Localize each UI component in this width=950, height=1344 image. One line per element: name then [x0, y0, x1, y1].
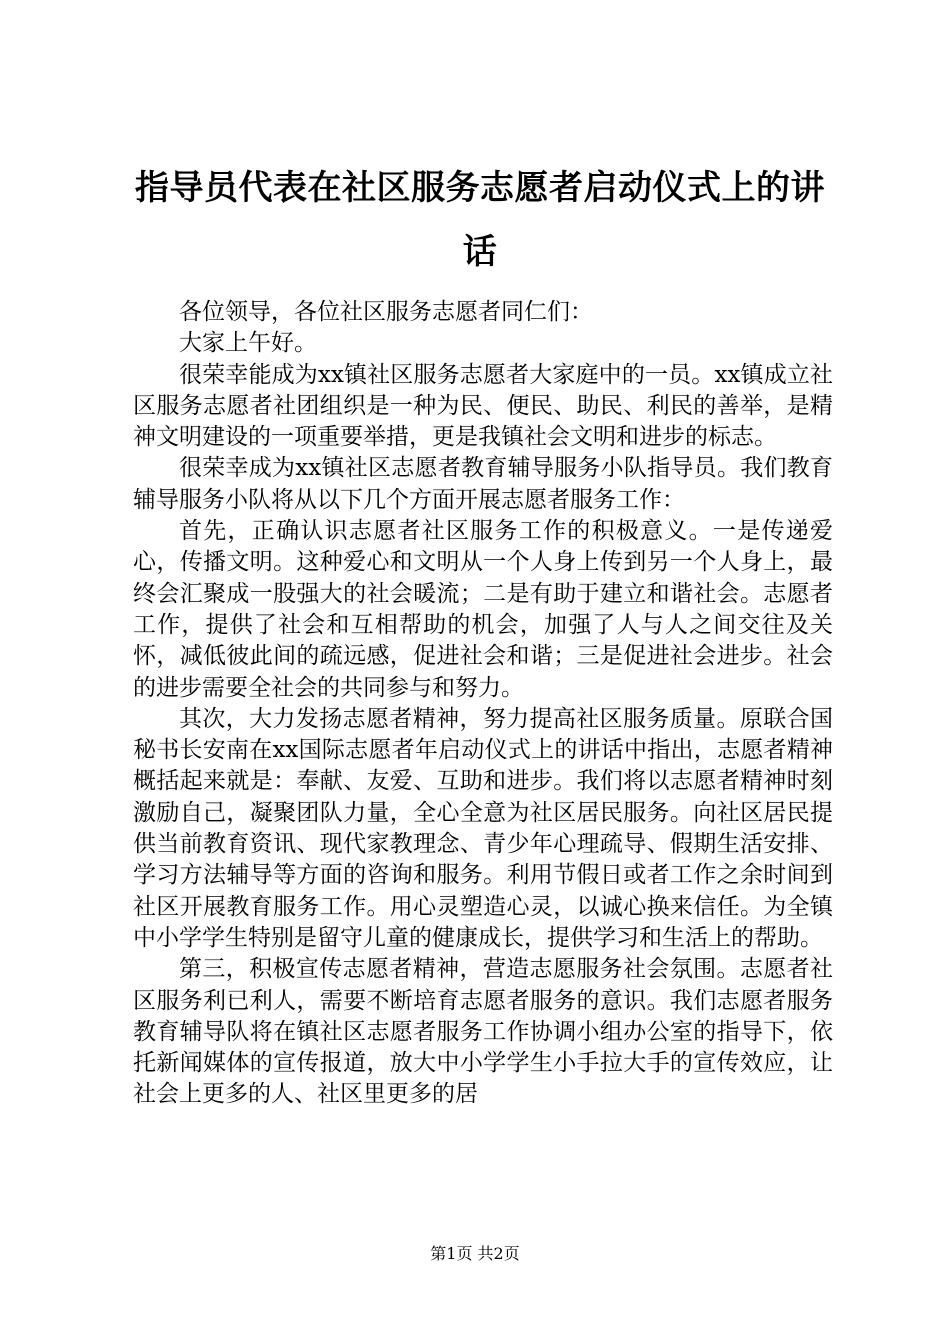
salutation: 各位领导，各位社区服务志愿者同仁们： — [179, 299, 593, 325]
greeting: 大家上午好。 — [179, 330, 317, 357]
body-paragraph: 第三，积极宣传志愿者精神，营造志愿服务社会氛围。志愿者社区服务利已利人，需要不断培育志愿者服务的意识。我们志愿者服务教育辅导队将在镇社区志愿者服务工作协调小组办公室的指导下，依托新闻媒体的宣传报道，放大中小学学生小手拉大手的宣传效应，让社会上更多的人、社区里更多的居 — [133, 956, 833, 1108]
body-paragraph: 很荣幸能成为xx镇社区服务志愿者大家庭中的一员。xx镇成立社区服务志愿者社团组织是一种为民、便民、助民、利民的善举，是精神文明建设的一项重要举措，更是我镇社会文明和进步的标志。 — [133, 361, 833, 451]
body-paragraph: 首先，正确认识志愿者社区服务工作的积极意义。一是传递爱心，传播文明。这种爱心和文明从一个人身上传到另一个人身上，最终会汇聚成一股强大的社会暖流；二是有助于建立和谐社会。志愿者工作，提供了社会和互相帮助的机会，加强了人与人之间交往及关怀，减低彼此间的疏远感，促进社会和谐；三是促进社会进步。社会的进步需要全社会的共同参与和努力。 — [133, 518, 833, 701]
body-paragraph: 其次，大力发扬志愿者精神，努力提高社区服务质量。原联合国秘书长安南在xx国际志愿者年启动仪式上的讲话中指出，志愿者精神概括起来就是：奉献、友爱、互助和进步。我们将以志愿者精神时刻激励自己，凝聚团队力量，全心全意为社区居民服务。向社区居民提供当前教育资讯、现代家教理念、青少年心理疏导、假期生活安排、学习方法辅导等方面的咨询和服务。利用节假日或者工作之余时间到社区开展教育服务工作。用心灵塑造心灵，以诚心换来信任。为全镇中小学学生特别是留守儿童的健康成长，提供学习和生活上的帮助。 — [133, 705, 833, 951]
document-title: 指导员代表在社区服务志愿者启动仪式上的讲话 — [135, 168, 825, 272]
page-footer: 第1页 共2页 — [430, 1244, 520, 1263]
document-body — [133, 297, 833, 1111]
body-paragraph: 很荣幸成为xx镇社区志愿者教育辅导服务小队指导员。我们教育辅导服务小队将从以下几个方面开展志愿者服务工作： — [133, 455, 833, 513]
